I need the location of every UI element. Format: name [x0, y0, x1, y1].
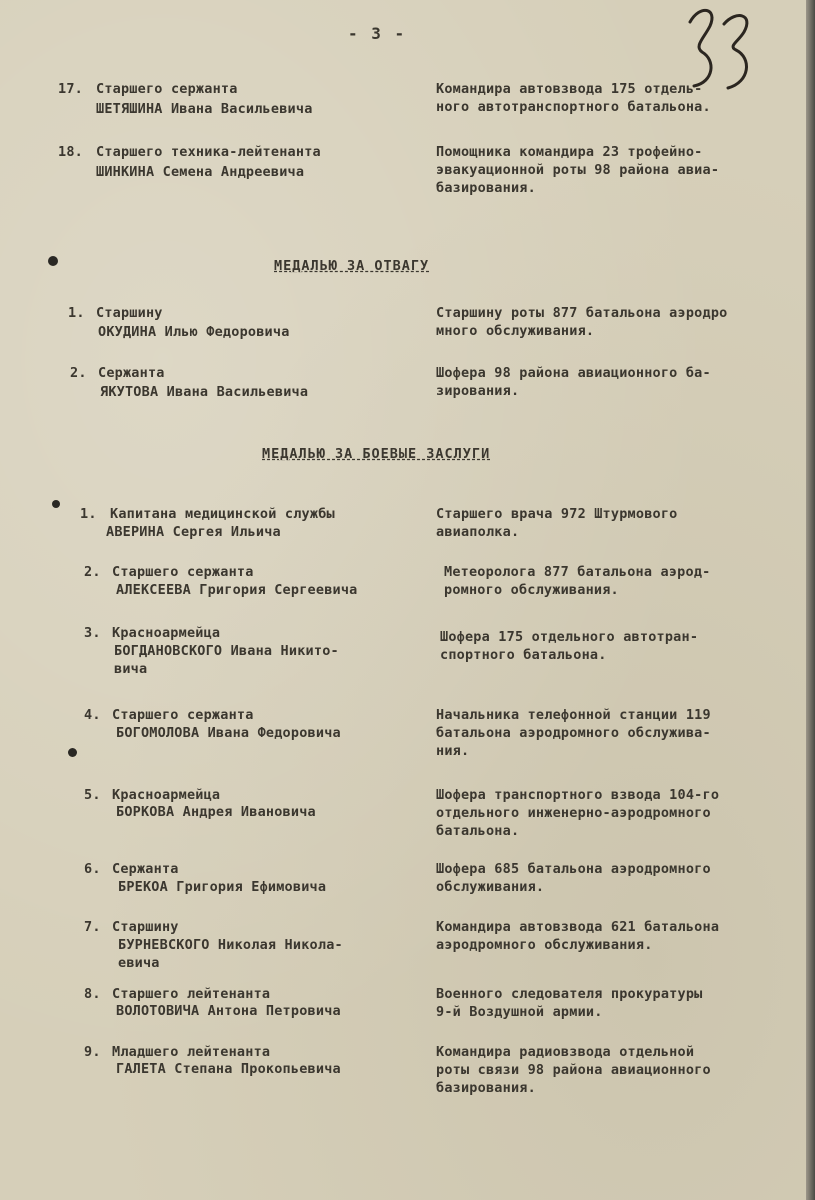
punch-hole-mark	[48, 256, 58, 266]
entry-name: ШИНКИНА Семена Андреевича	[96, 164, 305, 180]
merit-entry-2-position: Метеоролога 877 батальона аэрод- ромного обслуживания.	[444, 564, 711, 598]
courage-entry-2-position: Шофера 98 района авиационного ба- зирования.	[436, 365, 711, 399]
merit-entry-6	[84, 860, 434, 900]
entry-rank: Старшего техника-лейтенанта	[96, 144, 321, 160]
entry-number: 17.	[58, 81, 83, 97]
merit-entry-4	[84, 706, 434, 746]
merit-entry-1-position: Старшего врача 972 Штурмового авиаполка.	[436, 506, 678, 540]
entry-18	[58, 143, 428, 183]
courage-entry-1-position: Старшину роты 877 батальона аэродро много обслуживания.	[436, 305, 728, 339]
entry-number: 3.	[84, 625, 101, 641]
entry-name: БУРНЕВСКОГО Николая Никола- евича	[118, 937, 343, 971]
entry-rank: Старшину	[112, 919, 179, 935]
merit-entry-3-position: Шофера 175 отдельного автотран- спортного батальона.	[440, 629, 699, 663]
entry-number: 18.	[58, 144, 83, 160]
merit-entry-1	[80, 505, 430, 545]
courage-entry-1	[68, 304, 428, 344]
entry-rank: Старшего сержанта	[112, 564, 254, 580]
entry-number: 2.	[70, 365, 87, 381]
entry-rank: Красноармейца	[112, 787, 221, 803]
section-heading-merit: МЕДАЛЬЮ ЗА БОЕВЫЕ ЗАСЛУГИ	[262, 446, 491, 462]
page-edge-shadow	[806, 0, 815, 1200]
merit-entry-8-position: Военного следователя прокуратуры 9-й Воздушной армии.	[436, 986, 703, 1020]
entry-number: 2.	[84, 564, 101, 580]
entry-name: БОГДАНОВСКОГО Ивана Никито- вича	[114, 643, 339, 677]
merit-entry-7-position: Командира автовзвода 621 батальона аэродромного обслуживания.	[436, 919, 720, 953]
entry-name: ГАЛЕТА Степана Прокопьевича	[116, 1061, 341, 1077]
punch-hole-mark	[52, 500, 60, 508]
punch-hole-mark	[68, 748, 77, 757]
entry-rank: Младшего лейтенанта	[112, 1044, 271, 1060]
entry-number: 9.	[84, 1044, 101, 1060]
entry-number: 1.	[80, 506, 97, 522]
entry-number: 4.	[84, 707, 101, 723]
entry-name: АВЕРИНА Сергея Ильича	[106, 524, 281, 540]
entry-number: 8.	[84, 986, 101, 1002]
entry-18-position: Помощника командира 23 трофейно- эвакуационной роты 98 района авиа- базирования.	[436, 144, 720, 196]
courage-entry-2	[70, 364, 430, 404]
entry-name: БОГОМОЛОВА Ивана Федоровича	[116, 725, 341, 741]
entry-name: БОРКОВА Андрея Ивановича	[116, 804, 316, 820]
entry-name: ОКУДИНА Илью Федоровича	[98, 324, 290, 340]
entry-number: 5.	[84, 787, 101, 803]
merit-entry-6-position: Шофера 685 батальона аэродромного обслуживания.	[436, 861, 711, 895]
entry-name: БРЕКОА Григория Ефимовича	[118, 879, 327, 895]
entry-rank: Красноармейца	[112, 625, 221, 641]
entry-name: ВОЛОТОВИЧА Антона Петровича	[116, 1003, 341, 1019]
merit-entry-3	[84, 624, 424, 678]
section-heading-courage: МЕДАЛЬЮ ЗА ОТВАГУ	[274, 258, 430, 274]
entry-number: 7.	[84, 919, 101, 935]
entry-rank: Старшину	[96, 305, 163, 321]
merit-entry-5	[84, 786, 434, 826]
entry-number: 6.	[84, 861, 101, 877]
entry-17-position: Командира автовзвода 175 отдель- ного автотранспортного батальона.	[436, 81, 711, 115]
merit-entry-5-position: Шофера транспортного взвода 104-го отдельного инженерно-аэродромного батальона.	[436, 787, 720, 839]
merit-entry-9	[84, 1043, 434, 1083]
entry-name: ЯКУТОВА Ивана Васильевича	[100, 384, 309, 400]
merit-entry-2	[84, 563, 434, 603]
entry-rank: Сержанта	[98, 365, 165, 381]
merit-entry-8	[84, 985, 434, 1025]
entry-name: АЛЕКСЕЕВА Григория Сергеевича	[116, 582, 358, 598]
entry-rank: Капитана медицинской службы	[110, 506, 335, 522]
merit-entry-4-position: Начальника телефонной станции 119 батальона аэродромного обслужива- ния.	[436, 707, 711, 759]
entry-17	[58, 80, 428, 120]
entry-rank: Старшего сержанта	[112, 707, 254, 723]
merit-entry-9-position: Командира радиовзвода отдельной роты связи 98 района авиационного базирования.	[436, 1044, 711, 1096]
page-number: - 3 -	[348, 24, 407, 43]
entry-name: ШЕТЯШИНА Ивана Васильевича	[96, 101, 313, 117]
entry-number: 1.	[68, 305, 85, 321]
merit-entry-7	[84, 918, 434, 972]
entry-rank: Старшего лейтенанта	[112, 986, 271, 1002]
entry-rank: Старшего сержанта	[96, 81, 238, 97]
entry-rank: Сержанта	[112, 861, 179, 877]
